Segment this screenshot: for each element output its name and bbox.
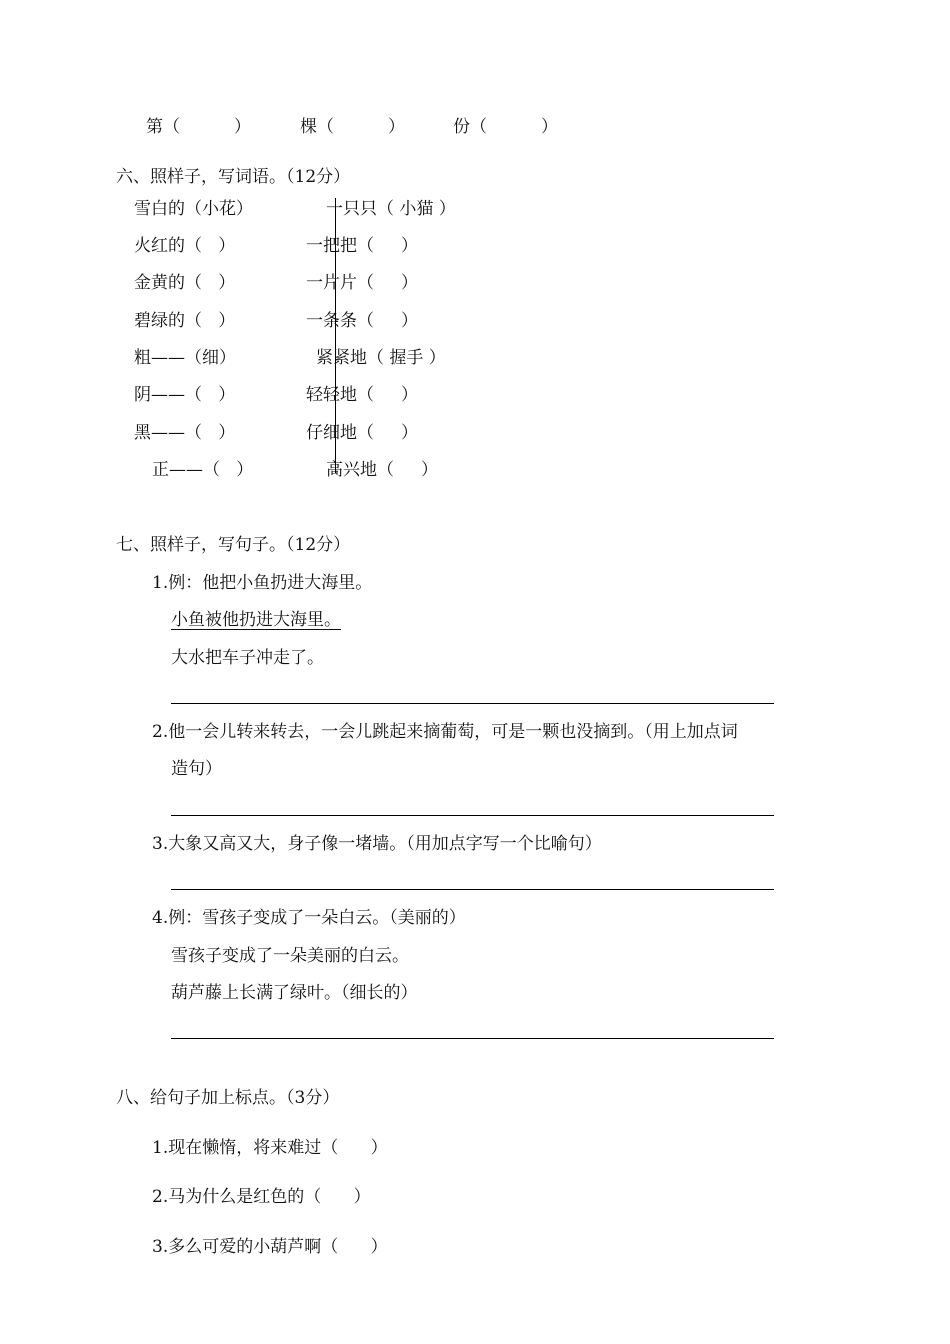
word-item-right: 一条条（ ） — [306, 311, 419, 331]
punctuation-item: 3.多么可爱的小葫芦啊（ ） — [152, 1237, 388, 1257]
q4-task: 葫芦藤上长满了绿叶。（细长的） — [171, 983, 418, 1003]
word-item-left: 正——（ ） — [152, 460, 254, 480]
fill-blank-fen: 份（ ） — [453, 117, 559, 137]
q1-example-answer: 小鱼被他扔进大海里。 — [171, 610, 341, 630]
word-item-left: 粗——（细） — [134, 348, 236, 368]
q4-example: 4.例：雪孩子变成了一朵白云。（美丽的） — [152, 908, 466, 928]
word-item-left: 金黄的（ ） — [134, 273, 236, 293]
fill-blank-di: 第（ ） — [146, 117, 252, 137]
word-item-right: 高兴地（ ） — [326, 460, 439, 480]
answer-line[interactable] — [171, 703, 774, 704]
column-divider-line — [335, 198, 336, 473]
word-item-left: 火红的（ ） — [134, 236, 236, 256]
word-item-left: 阴——（ ） — [134, 385, 236, 405]
section-7-heading: 七、照样子，写句子。（12分） — [116, 535, 351, 555]
fill-blank-ke: 棵（ ） — [300, 117, 406, 137]
word-item-right: 轻轻地（ ） — [306, 385, 419, 405]
punctuation-item: 2.马为什么是红色的（ ） — [152, 1187, 371, 1207]
section-8-heading: 八、给句子加上标点。（3分） — [116, 1088, 340, 1108]
answer-line[interactable] — [171, 889, 774, 890]
punctuation-item: 1.现在懒惰，将来难过（ ） — [152, 1138, 388, 1158]
q2-text: 2.他一会儿转来转去，一会儿跳起来摘葡萄，可是一颗也没摘到。（用上加点词 — [152, 722, 738, 742]
word-item-left: 碧绿的（ ） — [134, 311, 236, 331]
word-item-right: 一片片（ ） — [306, 273, 419, 293]
word-item-left: 雪白的（小花） — [134, 199, 253, 219]
word-item-right: 一只只（ 小猫 ） — [326, 199, 456, 219]
q1-example: 1.例：他把小鱼扔进大海里。 — [152, 573, 373, 593]
word-item-right: 仔细地（ ） — [306, 423, 419, 443]
answer-line[interactable] — [171, 815, 774, 816]
answer-line[interactable] — [171, 1038, 774, 1039]
section-6-heading: 六、照样子，写词语。（12分） — [116, 167, 351, 187]
word-item-right: 紧紧地（ 握手 ） — [316, 348, 446, 368]
q3-text: 3.大象又高又大，身子像一堵墙。（用加点字写一个比喻句） — [152, 834, 602, 854]
word-item-right: 一把把（ ） — [306, 236, 419, 256]
q4-example-answer: 雪孩子变成了一朵美丽的白云。 — [171, 946, 409, 966]
q1-task: 大水把车子冲走了。 — [171, 648, 324, 668]
q2-text-cont: 造句） — [171, 759, 222, 779]
word-item-left: 黑——（ ） — [134, 423, 236, 443]
